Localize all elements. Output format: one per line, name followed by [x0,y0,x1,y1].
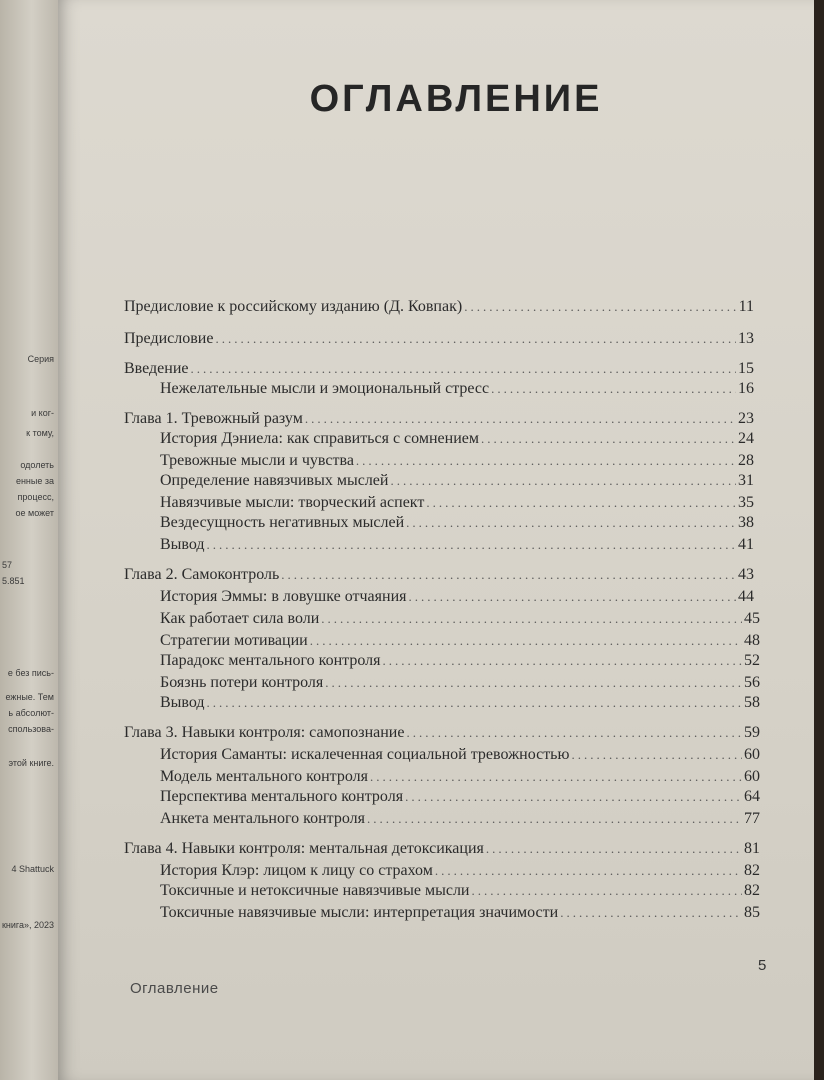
toc-entry-label: Тревожные мысли и чувства [160,452,354,469]
toc-entry-label: Парадокс ментального контроля [160,652,381,669]
left-page-fragment: спользова- [8,724,54,734]
toc-entry [160,694,760,712]
left-page-fragment: 4 Shattuck [11,864,54,874]
toc-dot-leader [191,361,737,377]
toc-dot-leader [370,769,742,785]
toc-entry-label: Стратегии мотивации [160,632,308,649]
toc-entry-label: Предисловие к российскому изданию (Д. Ковпак) [124,298,463,315]
toc-entry-page: 35 [738,494,754,511]
toc-dot-leader [305,411,736,427]
toc-entry-page: 64 [744,788,760,805]
toc-entry [160,904,760,922]
toc-entry [124,840,760,858]
toc-entry-page: 59 [744,724,760,741]
toc-dot-leader [406,515,736,531]
left-page-fragment: ое может [15,508,54,518]
toc-dot-leader [207,695,742,711]
toc-entry-page: 24 [738,430,754,447]
left-page-fragment: е без пись- [7,668,54,678]
left-page-fragment: 5.851 [2,576,25,586]
toc-dot-leader [491,381,736,397]
toc-entry-label: Предисловие [124,330,214,347]
toc-dot-leader [390,473,736,489]
toc-entry-label: Вывод [160,536,205,553]
left-page-fragment: ежные. Тем [5,692,54,702]
toc-entry-label: История Эммы: в ловушке отчаяния [160,588,407,605]
toc-entry [160,768,760,786]
toc-entry [124,298,754,316]
toc-entry-page: 82 [744,862,760,879]
toc-entry-page: 15 [738,360,754,377]
toc-dot-leader [215,331,736,347]
toc-entry [124,330,754,348]
toc-entry-label: Перспектива ментального контроля [160,788,404,805]
toc-entry-label: История Дэниела: как справиться с сомнением [160,430,479,447]
toc-entry-page: 38 [738,514,754,531]
toc-entry-page: 85 [744,904,760,921]
toc-entry [160,430,754,448]
page-title: ОГЛАВЛЕНИЕ [309,78,603,120]
toc-entry-page: 13 [738,330,754,347]
toc-entry-page: 82 [744,882,760,899]
toc-entry [160,674,760,692]
toc-entry-label: Токсичные навязчивые мысли: интерпретация значимости [160,904,559,921]
left-page-fragment: и ког- [31,408,54,418]
toc-entry-page: 31 [738,472,754,489]
toc-dot-leader [382,653,742,669]
toc-entry-label: Токсичные и нетоксичные навязчивые мысли [160,882,470,899]
toc-entry-label: Введение [124,360,189,377]
left-page-fragment: 57 [2,560,13,570]
toc-dot-leader [408,589,736,605]
toc-entry [160,632,760,650]
toc-entry-page: 81 [744,840,760,857]
running-footer: Оглавление [130,980,219,997]
toc-entry-label: Глава 2. Самоконтроль [124,566,280,583]
toc-entry-label: Глава 1. Тревожный разум [124,410,303,427]
toc-entry-label: Определение навязчивых мыслей [160,472,389,489]
toc-entry-label: Как работает сила воли [160,610,320,627]
toc-entry-label: История Саманты: искалеченная социальной тревожностью [160,746,570,763]
toc-entry [160,588,754,606]
toc-entry [160,788,760,806]
toc-entry-page: 60 [744,768,760,785]
book-page [58,0,814,1080]
toc-entry [160,452,754,470]
toc-entry [160,536,754,554]
toc-entry-page: 41 [738,536,754,553]
toc-entry [160,514,754,532]
left-page-fragment: енные за [15,476,54,486]
toc-entry-page: 48 [744,632,760,649]
toc-entry [124,410,754,428]
toc-entry [124,360,754,378]
toc-entry-label: Нежелательные мысли и эмоциональный стресс [160,380,490,397]
toc-entry-page: 28 [738,452,754,469]
toc-entry-label: Модель ментального контроля [160,768,368,785]
toc-entry [160,494,754,512]
toc-entry-label: Навязчивые мысли: творческий аспект [160,494,425,511]
toc-dot-leader [471,883,742,899]
toc-entry-page: 43 [738,566,754,583]
toc-entry-label: Глава 3. Навыки контроля: самопознание [124,724,405,741]
toc-entry-page: 23 [738,410,754,427]
toc-entry-page: 58 [744,694,760,711]
toc-entry-label: История Клэр: лицом к лицу со страхом [160,862,433,879]
toc-entry-page: 44 [738,588,754,605]
left-page-edge [0,0,58,1080]
left-page-fragment: книга», 2023 [1,920,54,930]
left-page-fragment: Серия [27,354,54,364]
toc-entry [160,862,760,880]
toc-dot-leader [405,789,742,805]
toc-dot-leader [207,537,736,553]
toc-entry-page: 52 [744,652,760,669]
toc-dot-leader [481,431,736,447]
toc-entry-label: Вывод [160,694,205,711]
toc-entry-label: Анкета ментального контроля [160,810,365,827]
toc-entry [124,724,760,742]
toc-entry-page: 45 [744,610,760,627]
toc-entry-page: 77 [744,810,760,827]
toc-entry [160,810,760,828]
toc-dot-leader [321,611,742,627]
left-page-fragment: процесс, [17,492,54,502]
toc-entry [124,566,754,584]
left-page-fragment: к тому, [26,428,54,438]
toc-entry [160,472,754,490]
toc-entry [160,746,760,764]
toc-dot-leader [367,811,742,827]
toc-entry [160,610,760,628]
toc-entry-page: 56 [744,674,760,691]
toc-entry-page: 60 [744,746,760,763]
left-page-fragment: этой книге. [8,758,54,768]
toc-entry-page: 16 [738,380,754,397]
page-number: 5 [758,957,767,974]
toc-dot-leader [435,863,742,879]
toc-dot-leader [310,633,742,649]
left-page-fragment: одолеть [20,460,54,470]
toc-dot-leader [406,725,742,741]
toc-dot-leader [486,841,742,857]
toc-dot-leader [560,905,742,921]
toc-dot-leader [571,747,742,763]
toc-entry-page: 11 [738,298,754,315]
toc-entry [160,882,760,900]
left-page-fragment: ь абсолют- [8,708,54,718]
toc-dot-leader [281,567,736,583]
toc-entry [160,380,754,398]
toc-entry-label: Вездесущность негативных мыслей [160,514,405,531]
toc-dot-leader [464,299,736,315]
toc-entry-label: Боязнь потери контроля [160,674,324,691]
toc-dot-leader [426,495,736,511]
toc-entry [160,652,760,670]
toc-dot-leader [356,453,736,469]
toc-entry-label: Глава 4. Навыки контроля: ментальная детоксикация [124,840,484,857]
toc-dot-leader [325,675,742,691]
